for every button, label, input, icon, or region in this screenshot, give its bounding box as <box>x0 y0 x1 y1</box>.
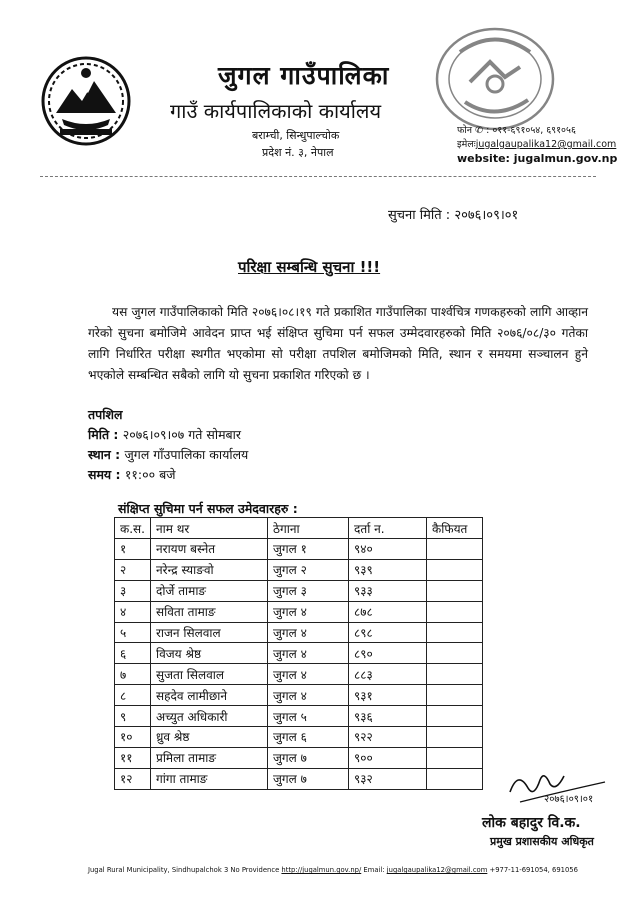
cell-address: जुगल ७ <box>268 747 349 768</box>
footer-url-link[interactable]: http://jugalmun.gov.np/ <box>281 866 362 874</box>
cell-address: जुगल ४ <box>268 664 349 685</box>
details-heading: तपशिल <box>88 407 123 422</box>
cell-serial: ४ <box>115 601 151 622</box>
exam-time-line <box>88 465 248 485</box>
cell-remarks <box>427 539 483 560</box>
cell-remarks <box>427 664 483 685</box>
cell-registration: ८८३ <box>349 664 427 685</box>
page-footer <box>88 866 578 874</box>
cell-address: जुगल ६ <box>268 727 349 748</box>
cell-remarks <box>427 706 483 727</box>
cell-serial: ५ <box>115 622 151 643</box>
cell-remarks <box>427 601 483 622</box>
footer-email-link[interactable]: jugalgaupalika12@gmail.com <box>386 866 488 874</box>
cell-serial: १ <box>115 539 151 560</box>
column-header-address: ठेगाना <box>268 518 349 539</box>
candidate-list-title: संक्षिप्त सुचिमा पर्न सफल उमेदवारहरु : <box>118 501 298 516</box>
signatory-name: लोक बहादुर वि.क. <box>482 815 581 831</box>
cell-serial: १२ <box>115 768 151 789</box>
municipality-emblem-icon <box>40 55 132 147</box>
email-link[interactable]: jugalgaupalika12@gmail.com <box>475 139 617 150</box>
office-name: जुगल गाउँपालिका <box>218 61 390 90</box>
cell-registration: ९३२ <box>349 768 427 789</box>
cell-address: जुगल ५ <box>268 706 349 727</box>
table-row <box>115 539 483 560</box>
cell-name: सुजता सिलवाल <box>151 664 268 685</box>
table-row <box>115 727 483 748</box>
footer-phone: +977-11-691054, 691056 <box>489 866 578 874</box>
column-header-remarks: कैफियत <box>427 518 483 539</box>
cell-registration: ९०० <box>349 747 427 768</box>
exam-date-line <box>88 425 248 445</box>
cell-name: प्रमिला तामाङ <box>151 747 268 768</box>
table-row <box>115 768 483 789</box>
cell-name: नरेन्द्र स्याङवो <box>151 559 268 580</box>
cell-remarks <box>427 727 483 748</box>
cell-serial: ६ <box>115 643 151 664</box>
footer-email-label: Email: <box>363 866 385 874</box>
table-row <box>115 685 483 706</box>
email-line <box>457 138 617 152</box>
cell-remarks <box>427 580 483 601</box>
cell-remarks <box>427 747 483 768</box>
cell-name: अच्युत अधिकारी <box>151 706 268 727</box>
cell-address: जुगल ४ <box>268 685 349 706</box>
cell-serial: ८ <box>115 685 151 706</box>
table-row <box>115 643 483 664</box>
phone-number: ०११-६९१०५४, ६९१०५६ <box>492 125 576 136</box>
cell-remarks <box>427 559 483 580</box>
table-row <box>115 580 483 601</box>
handwritten-signature-icon <box>500 762 610 807</box>
notice-date-value: २०७६।०९।०१ <box>454 208 519 223</box>
cell-address: जुगल ४ <box>268 601 349 622</box>
signature-date: २०७६।०९।०१ <box>544 794 594 805</box>
cell-name: विजय श्रेष्ठ <box>151 643 268 664</box>
notice-title: परिक्षा सम्बन्धि सुचना !!! <box>238 258 381 276</box>
cell-serial: ११ <box>115 747 151 768</box>
table-row <box>115 664 483 685</box>
column-header-serial: क.स. <box>115 518 151 539</box>
contact-block <box>457 124 617 166</box>
exam-place-label: स्थान : <box>88 447 121 462</box>
table-row <box>115 559 483 580</box>
website-line <box>457 152 617 166</box>
table-row <box>115 601 483 622</box>
phone-icon: ✆ <box>475 125 484 136</box>
column-header-name: नाम थर <box>151 518 268 539</box>
exam-time-value: ११:०० बजे <box>124 467 176 482</box>
footer-text: Jugal Rural Municipality, Sindhupalchok 3 No Providence <box>88 866 280 874</box>
phone-line: फोन ✆ : ०११-६९१०५४, ६९१०५६ <box>457 125 576 136</box>
office-province: प्रदेश नं. ३, नेपाल <box>262 146 334 159</box>
notice-paragraph: यस जुगल गाउँपालिकाको मिति २०७६।०८।१९ गते प्रकाशित गाउँपालिका पार्श्वचित्र गणकहरुको लागि आव्हान गरेको सुचना बमोजिमे आवेदन प्राप्त भई संक्षिप्त सुचिमा पर्न सफल उम्मेदवारहरुको मिति २०७६/०८/३० गतेका लागि निर्धारित परीक्षा स्थगीत भएकोमा सो परीक्षा तपशिल बमोजिमको मिति, स्थान र समयमा सञ्चालन हुने भएकोले सम्बन्धित सबैको लागि यो सुचना प्रकाशित गरिएको छ । <box>88 305 588 382</box>
cell-name: राजन सिलवाल <box>151 622 268 643</box>
cell-serial: २ <box>115 559 151 580</box>
office-seal-stamp-icon <box>430 22 560 137</box>
phone-label: फोन <box>457 125 473 136</box>
website-label: website: <box>457 152 510 165</box>
cell-address: जुगल ३ <box>268 580 349 601</box>
signatory-title: प्रमुख प्रशासकीय अधिकृत <box>490 835 594 848</box>
cell-remarks <box>427 685 483 706</box>
cell-name: गांगा तामाङ <box>151 768 268 789</box>
cell-address: जुगल ७ <box>268 768 349 789</box>
cell-serial: १० <box>115 727 151 748</box>
cell-registration: ९४० <box>349 539 427 560</box>
exam-time-label: समय : <box>88 467 121 482</box>
cell-serial: ३ <box>115 580 151 601</box>
cell-name: ध्रुव श्रेष्ठ <box>151 727 268 748</box>
cell-name: नरायण बस्नेत <box>151 539 268 560</box>
table-row <box>115 747 483 768</box>
notice-date-label: सुचना मिति : <box>388 208 451 223</box>
cell-name: सविता तामाङ <box>151 601 268 622</box>
email-label: इमेलः <box>457 139 476 150</box>
exam-place-line <box>88 445 248 465</box>
cell-serial: ७ <box>115 664 151 685</box>
exam-date-label: मिति : <box>88 427 119 442</box>
cell-address: जुगल ४ <box>268 622 349 643</box>
cell-remarks <box>427 643 483 664</box>
cell-serial: ९ <box>115 706 151 727</box>
header-divider <box>40 176 596 177</box>
notice-date <box>388 205 518 223</box>
cell-registration: ९३९ <box>349 559 427 580</box>
candidate-table <box>114 517 483 790</box>
cell-remarks <box>427 768 483 789</box>
table-row <box>115 706 483 727</box>
cell-registration: ९३१ <box>349 685 427 706</box>
table-header-row <box>115 518 483 539</box>
cell-address: जुगल ४ <box>268 643 349 664</box>
cell-registration: ९२२ <box>349 727 427 748</box>
cell-registration: ८९० <box>349 643 427 664</box>
cell-address: जुगल २ <box>268 559 349 580</box>
cell-name: सहदेव लामीछाने <box>151 685 268 706</box>
exam-date-value: २०७६।०९।०७ गते सोमबार <box>122 427 242 442</box>
website-link[interactable]: jugalmun.gov.np <box>513 152 618 165</box>
notice-body <box>88 302 588 386</box>
candidate-table-body <box>115 539 483 790</box>
cell-registration: ८९८ <box>349 622 427 643</box>
cell-registration: ९३३ <box>349 580 427 601</box>
exam-place-value: जुगल गाँउपालिका कार्यालय <box>124 447 249 462</box>
cell-remarks <box>427 622 483 643</box>
table-row <box>115 622 483 643</box>
cell-registration: ८७८ <box>349 601 427 622</box>
cell-name: दोर्जे तामाङ <box>151 580 268 601</box>
office-address: बराम्ची, सिन्धुपाल्चोक <box>252 129 340 142</box>
cell-address: जुगल १ <box>268 539 349 560</box>
exam-details <box>88 405 248 485</box>
column-header-registration: दर्ता न. <box>349 518 427 539</box>
cell-registration: ९३६ <box>349 706 427 727</box>
office-subtitle: गाउँ कार्यपालिकाको कार्यालय <box>170 99 382 123</box>
